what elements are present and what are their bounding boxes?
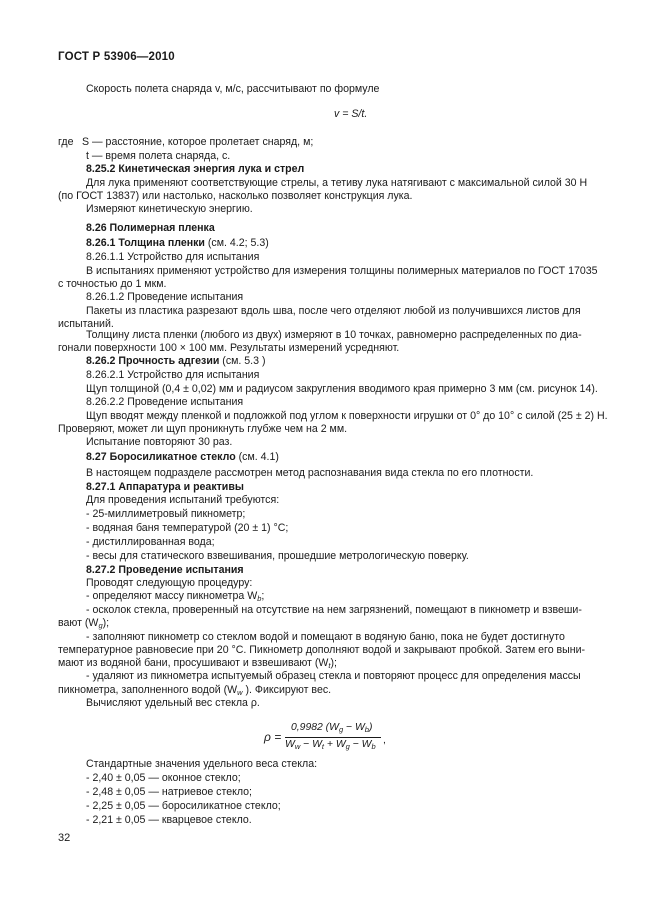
- section-8-26-1-text: Толщину листа пленки (любого из двух) измеряют в 10 точках, равномерно распределенных по диа-: [86, 329, 582, 341]
- list-item: - 2,40 ± 0,05 — оконное стекло;: [86, 772, 241, 784]
- list-item: температурное равновесие при 20 °С. Пикнометр дополняют водой и закрывают пробкой. Затем его выни-: [58, 644, 586, 656]
- section-8-27-2-intro: Проводят следующую процедуру:: [86, 577, 253, 589]
- section-8-26-2-text: Проверяют, может ли щуп проникнуть глубже чем на 2 мм.: [58, 423, 348, 435]
- standards-intro: Стандартные значения удельного веса стекла:: [86, 758, 318, 770]
- list-item: - весы для статического взвешивания, прошедшие метрологическую поверку.: [86, 550, 469, 562]
- section-8-25-2-title: 8.25.2 Кинетическая энергия лука и стрел: [86, 163, 305, 175]
- where-label: где: [58, 136, 74, 148]
- speed-formula: v = S/t.: [334, 108, 368, 120]
- density-formula-numerator: 0,9982 $(W_g - W_b)$: [291, 722, 373, 734]
- section-8-26-1-text: испытаний.: [58, 318, 114, 330]
- list-item: - водяная баня температурой (20 ± 1) °С;: [86, 522, 289, 534]
- list-item: пикнометра, заполненного водой ($W_w$ ). Фиксируют вес.: [58, 684, 332, 697]
- section-8-27-2-calc: Вычисляют удельный вес стекла ρ.: [86, 697, 260, 709]
- where-t: t — время полета снаряда, с.: [86, 150, 231, 162]
- list-item: - 2,48 ± 0,05 — натриевое стекло;: [86, 786, 252, 798]
- section-8-26-2-1-title: 8.26.2.1 Устройство для испытания: [86, 369, 260, 381]
- section-8-27-2-title: 8.27.2 Проведение испытания: [86, 564, 244, 576]
- section-8-26-1-1-title: 8.26.1.1 Устройство для испытания: [86, 251, 260, 263]
- section-8-26-1-text: с точностью до 1 мкм.: [58, 278, 167, 290]
- section-8-27-text: В настоящем подразделе рассмотрен метод распознавания вида стекла по его плотности.: [86, 467, 534, 479]
- speed-text: Скорость полета снаряда v, м/с, рассчитывают по формуле: [86, 83, 380, 95]
- section-8-27-1-intro: Для проведения испытаний требуются:: [86, 494, 280, 506]
- document-header: ГОСТ Р 53906—2010: [58, 51, 175, 63]
- section-8-26-2-text: Щуп толщиной (0,4 ± 0,02) мм и радиусом закругления вводимого края примерно 3 мм (см. рисунок 14).: [86, 383, 598, 395]
- list-item: - 25-миллиметровый пикнометр;: [86, 508, 246, 520]
- density-formula-lhs: ρ =: [264, 730, 282, 744]
- list-item: - определяют массу пикнометра $W_b$;: [86, 590, 265, 603]
- page-number: 32: [58, 832, 71, 844]
- list-item: - удаляют из пикнометра испытуемый образец стекла и повторяют процесс для определения массы: [86, 670, 581, 682]
- section-8-25-2-text: Измеряют кинетическую энергию.: [86, 203, 253, 215]
- list-item: - осколок стекла, проверенный на отсутствие на нем загрязнений, помещают в пикнометр и взвеши-: [86, 604, 582, 616]
- list-item: - дистиллированная вода;: [86, 536, 215, 548]
- formula-comma: ,: [383, 735, 386, 746]
- section-8-27-1-title: 8.27.1 Аппаратура и реактивы: [86, 481, 244, 493]
- list-item: мают из водяной бани, просушивают и взвешивают $(W_t)$;: [58, 657, 337, 670]
- section-8-26-title: 8.26 Полимерная пленка: [86, 222, 215, 234]
- section-8-26-1-text: В испытаниях применяют устройство для измерения толщины полимерных материалов по ГОСТ 17035: [86, 265, 598, 277]
- list-item: вают $(W_g)$;: [58, 617, 110, 630]
- list-item: - 2,25 ± 0,05 — боросиликатное стекло;: [86, 800, 281, 812]
- section-8-26-1-text: гонали поверхности 100 × 100 мм. Результаты измерений усредняют.: [58, 342, 400, 354]
- section-8-26-2-title: 8.26.2 Прочность адгезии (см. 5.3 ): [86, 355, 266, 367]
- section-8-26-1-text: Пакеты из пластика разрезают вдоль шва, после чего отделяют любой из получившихся листов для: [86, 305, 581, 317]
- section-8-25-2-text: (по ГОСТ 13837) или настолько, насколько позволяет конструкция лука.: [58, 190, 413, 202]
- fraction-bar: [285, 737, 381, 738]
- section-8-26-2-text: Щуп вводят между пленкой и подложкой под углом к поверхности игрушки от 0° до 10° с силой (25 ± 2) Н.: [86, 410, 608, 422]
- section-8-27-title: 8.27 Боросиликатное стекло (см. 4.1): [86, 451, 279, 463]
- where-s: S — расстояние, которое пролетает снаряд, м;: [82, 136, 314, 148]
- density-formula-denominator: $W_w - W_t + W_g - W_b$: [285, 739, 376, 751]
- section-8-26-2-2-title: 8.26.2.2 Проведение испытания: [86, 396, 244, 408]
- section-8-26-1-2-title: 8.26.1.2 Проведение испытания: [86, 291, 244, 303]
- section-8-26-1-title: 8.26.1 Толщина пленки (см. 4.2; 5.3): [86, 237, 269, 249]
- list-item: - 2,21 ± 0,05 — кварцевое стекло.: [86, 814, 252, 826]
- list-item: - заполняют пикнометр со стеклом водой и помещают в водяную баню, пока не будет достигнуто: [86, 631, 565, 643]
- section-8-26-2-text: Испытание повторяют 30 раз.: [86, 436, 233, 448]
- section-8-25-2-text: Для лука применяют соответствующие стрелы, а тетиву лука натягивают с максимальной силой 30 Н: [86, 177, 588, 189]
